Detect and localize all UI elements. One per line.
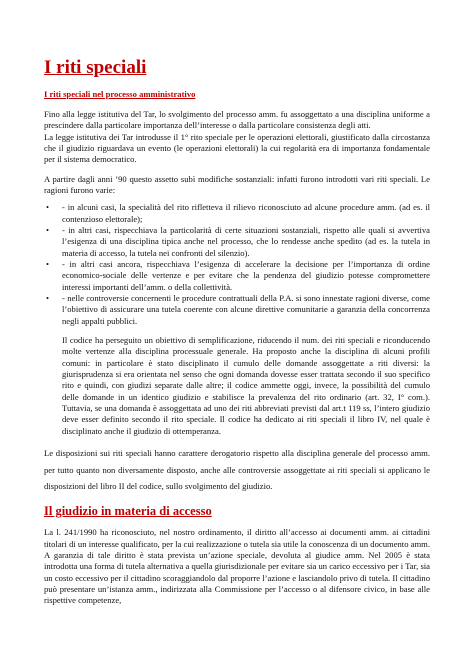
list-item-text: - in altri casi ancora, rispecchiava l’esigenza di accelerare la decisione per l’importanza di ordine economico-sociale delle vertenze e per evitare che la pendenza del giudizio potesse compromettere interessi importanti dell’amm. o della collettività.	[62, 259, 430, 292]
spacer	[44, 166, 430, 174]
list-item-text: - nelle controversie concernenti le procedure contrattuali della P.A. si sono innestate ragioni diverse, come l’obiettivo di assicurare una tutela coerente con alcune direttive comunitarie a garanzia della concorrenza negli appalti pubblici.	[62, 293, 430, 326]
bullet-icon: •	[46, 293, 50, 304]
list-item-text: - in alcuni casi, la specialità del rito rifletteva il rilievo riconosciuto ad alcune procedure amm. (ad es. il contenzioso elettorale);	[62, 202, 430, 224]
section-heading-accesso: Il giudizio in materia di accesso	[44, 504, 212, 519]
bullet-icon: •	[46, 224, 50, 235]
paragraph-tar-law: La legge istitutiva dei Tar introdusse il 1° rito speciale per le operazioni elettorali, giustificato dalla circostanza che il giudizio riguardava un evento (le operazioni elettorali) la cui regolarità era di importanza fondamentale per il sistema democratico.	[44, 131, 430, 165]
paragraph-derogatorio: Le disposizioni sui riti speciali hanno carattere derogatorio rispetto alla disciplina generale del processo amm. per tutto quanto non diversamente disposto, anche alle controversie assoggettate ai riti speciali si applicano le disposizioni del libro II del codice, sullo svolgimento del giudizio.	[44, 448, 430, 491]
paragraph-intro: Fino alla legge istitutiva del Tar, lo svolgimento del processo amm. fu assoggettato a una disciplina uniforme a prescindere dalla particolare importanza dell’interesse o dalla particolare consistenza degli atti.	[44, 108, 430, 131]
page-title: I riti speciali	[44, 57, 147, 78]
paragraph-anni-90: A partire dagli anni ’90 questo assetto subì modifiche sostanziali: infatti furono introdotti vari riti speciali. Le ragioni furono varie:	[44, 173, 430, 195]
spacer	[44, 327, 430, 335]
spacer	[44, 437, 430, 445]
list-item	[44, 293, 430, 327]
paragraph-accesso: La l. 241/1990 ha riconosciuto, nel nostro ordinamento, il diritto all’accesso ai documenti amm. ai cittadini titolari di un interesse qualificato, per la cui realizzazione o tutela sia utile la conoscenza di un documento amm. A garanzia di tale diritto è stata prevista un’azione speciale, devoluta al giudice amm. Nel 2005 è stata introdotta una forma di tutela alternativa a quella giurisdizionale per evitare sia un carico eccessivo per i Tar, sia un costo eccessivo per il cittadino scoraggiandolo dal proporre l’azione e lasciandolo privo di tutela. Il cittadino può presentare un’istanza amm., indirizzata alla Commissione per l’accesso o al difensore civico, in base alle rispettive competenze,	[44, 527, 430, 606]
bullet-icon: •	[46, 259, 50, 270]
list-item	[44, 202, 430, 225]
list-item-text: - in altri casi, rispecchiava la particolarità di certe situazioni sostanziali, rispetto alle quali si avvertiva l’esigenza di una disciplina tipica anche nel processo, che lo rendesse anche spedito (ad es. la tutela in materia di accesso, la tutela nei confronti del silenzio).	[62, 224, 430, 258]
section-heading-riti-speciali: I riti speciali nel processo amministrativo	[44, 88, 196, 99]
list-item	[44, 259, 430, 293]
reasons-list	[44, 202, 430, 327]
paragraph-codice: Il codice ha perseguito un obiettivo di semplificazione, riducendo il num. dei riti speciali e riconducendo molte vertenze alla disciplina processuale generale. Ha proposto anche la disciplina di alcuni profili comuni: in particolare è stato disciplinato il cumulo delle domande assoggettate a riti diversi: la giurisprudenza si era orientata nel senso che ogni domanda dovesse esser trattata secondo il suo specifico rito e quindi, con giudizi separate dalle altre; il codice ammette oggi, invece, la possibilità del cumulo delle domande in un identico giudizio e stabilisce la prevalenza del rito ordinario (art. 32, I° com.). Tuttavia, se una domanda è assoggettata ad uno dei riti abbreviati previsti dal art.t 119 ss, l’intero giudizio deve esser definito secondo il rito speciale. Il codice ha dedicato ai riti speciali il libro IV, nel quale è disciplinato anche il giudizio di ottemperanza.	[62, 335, 430, 436]
list-item	[44, 225, 430, 259]
bullet-icon: •	[46, 202, 50, 213]
